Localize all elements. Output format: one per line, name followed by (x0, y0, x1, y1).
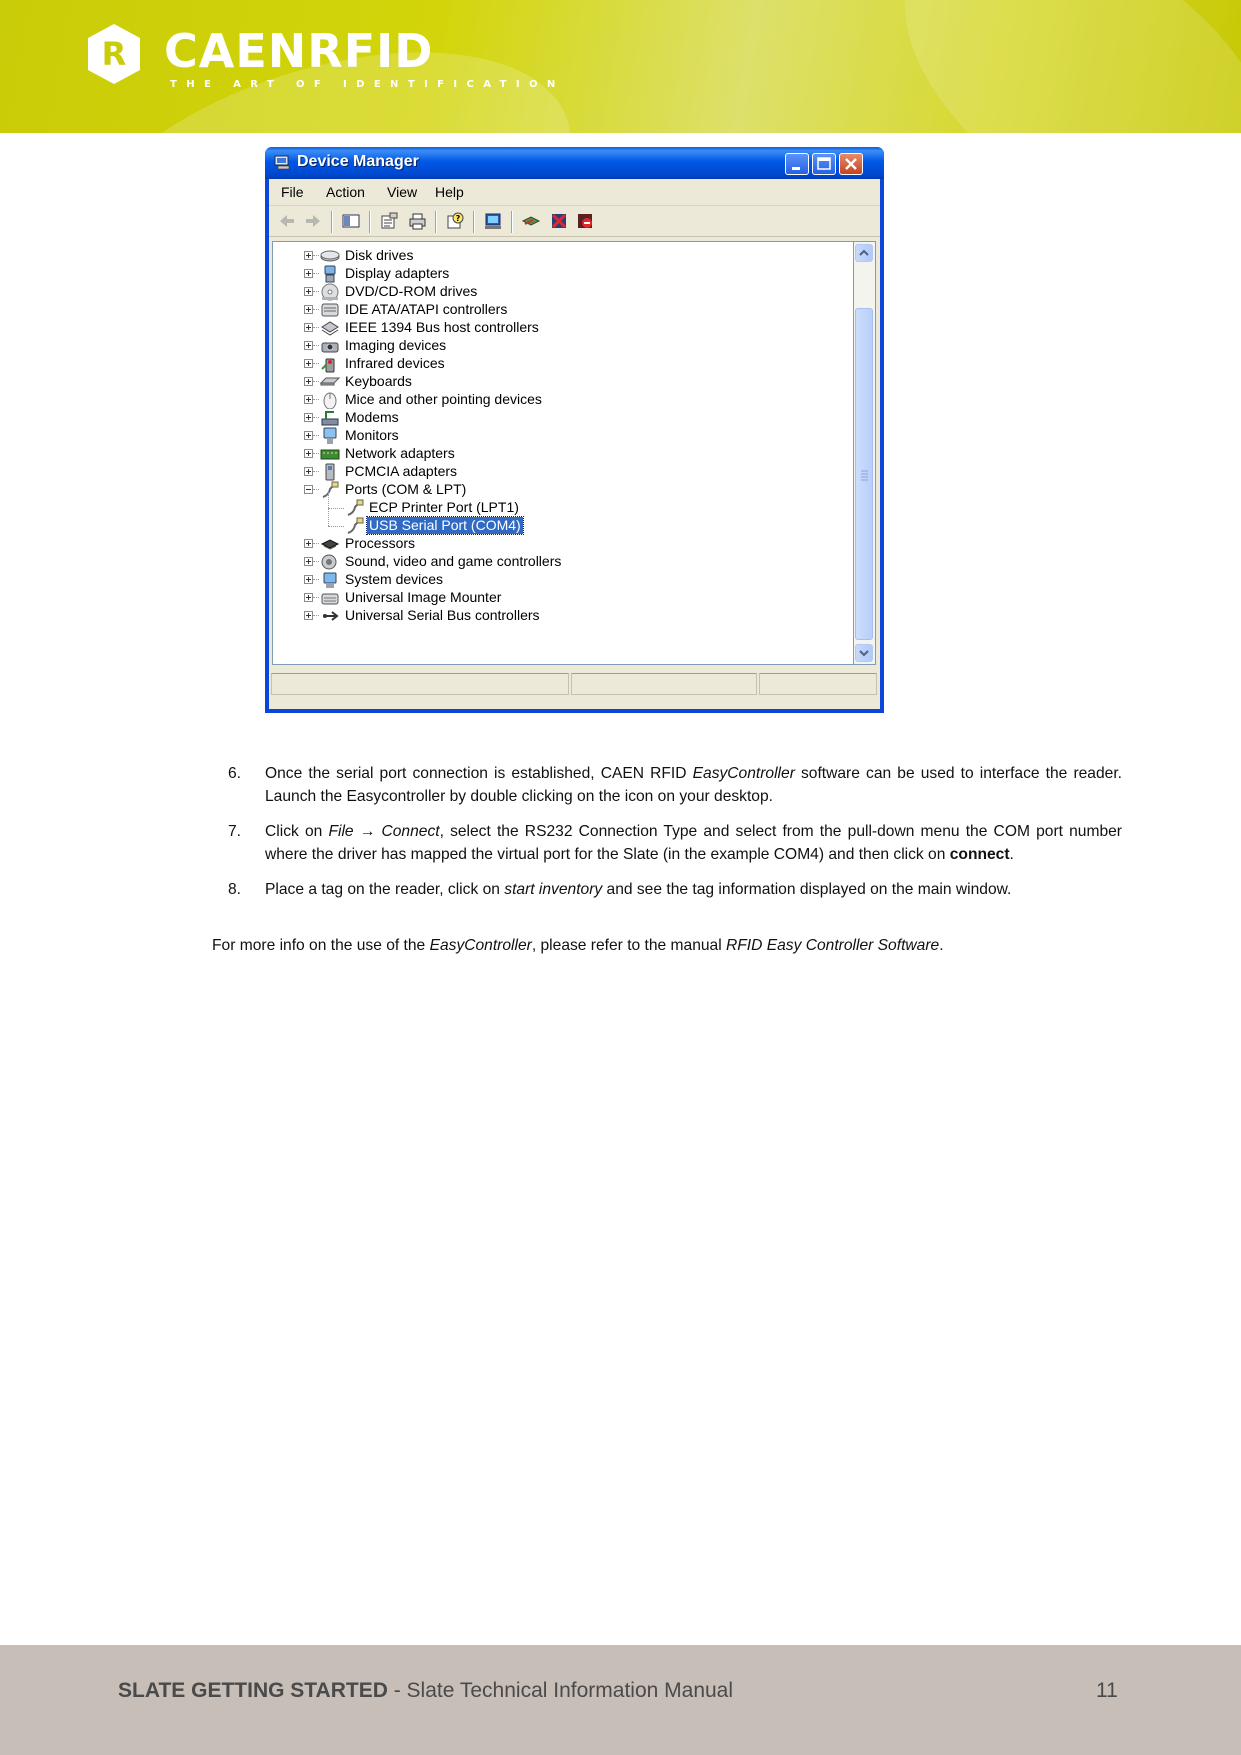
more-info-note (212, 934, 944, 957)
tree-item[interactable] (273, 246, 853, 266)
scroll-down-button[interactable] (855, 644, 873, 662)
text-run: connect (949, 846, 1010, 863)
expand-icon[interactable] (304, 449, 313, 458)
tree-item-label[interactable]: Modems (345, 409, 399, 425)
tree-item-label[interactable]: Network adapters (345, 445, 455, 461)
sound-icon (320, 553, 340, 571)
svg-text:?: ? (455, 214, 461, 223)
text-run: . (1009, 846, 1014, 863)
toolbar-separator (511, 211, 513, 233)
vertical-scrollbar[interactable] (854, 241, 876, 665)
grip-icon (856, 309, 872, 639)
disable-device-icon[interactable] (575, 212, 595, 230)
step-item (212, 878, 1122, 901)
tree-item-label[interactable]: Processors (345, 535, 416, 551)
collapse-icon[interactable] (304, 485, 313, 494)
expand-icon[interactable] (304, 269, 313, 278)
caenrfid-logo (86, 22, 565, 96)
ide-controller-icon (320, 301, 340, 319)
tree-item[interactable] (273, 282, 853, 302)
menu-help[interactable]: Help (435, 184, 464, 200)
tree-item[interactable] (273, 354, 853, 374)
menu-file[interactable]: File (281, 184, 304, 200)
tree-item-label[interactable]: USB Serial Port (COM4) (369, 517, 521, 533)
status-cell (271, 673, 569, 695)
tree-connector (313, 417, 319, 418)
logo-tagline: THE ART OF IDENTIFICATION (170, 79, 565, 90)
tree-connector (313, 291, 319, 292)
menu-bar (269, 179, 880, 206)
toolbar (269, 206, 880, 237)
toolbar-separator (435, 211, 437, 233)
tree-connector (313, 381, 319, 382)
close-button[interactable] (839, 153, 863, 175)
page-header (0, 0, 1241, 133)
svg-text:R: R (101, 35, 127, 73)
menu-view[interactable]: View (387, 184, 418, 200)
footer-title-rest: - Slate Technical Information Manual (387, 1679, 734, 1702)
scroll-up-button[interactable] (855, 244, 873, 262)
image-mounter-icon (320, 589, 340, 607)
title-bar[interactable] (265, 147, 884, 179)
page-footer (0, 1645, 1241, 1755)
step-item (212, 820, 1122, 866)
status-cell (759, 673, 877, 695)
minimize-button[interactable] (785, 153, 809, 175)
computer-icon (274, 155, 291, 170)
chevron-up-icon (856, 245, 872, 261)
expand-icon[interactable] (304, 467, 313, 476)
chevron-down-icon (856, 645, 872, 661)
toolbar-separator (369, 211, 371, 233)
keyboard-icon (320, 373, 340, 391)
tree-item[interactable] (273, 570, 853, 590)
expand-icon[interactable] (304, 413, 313, 422)
menu-action[interactable]: Action (326, 184, 365, 200)
close-icon (840, 154, 862, 174)
tree-item-label[interactable]: Infrared devices (345, 355, 445, 371)
tree-item[interactable] (273, 318, 853, 338)
minimize-icon (786, 154, 808, 174)
tree-connector (313, 489, 319, 490)
tree-connector (313, 543, 319, 544)
scan-hardware-icon[interactable] (483, 212, 503, 230)
tree-item[interactable] (273, 390, 853, 410)
uninstall-icon[interactable] (549, 212, 569, 230)
processor-icon (320, 535, 340, 553)
expand-icon[interactable] (304, 575, 313, 584)
tree-item[interactable] (273, 462, 853, 482)
tree-connector (313, 597, 319, 598)
tree-item-label[interactable]: Universal Image Mounter (345, 589, 502, 605)
expand-icon[interactable] (304, 593, 313, 602)
tree-item[interactable] (273, 444, 853, 464)
system-device-icon (320, 571, 340, 589)
update-driver-icon[interactable] (521, 212, 541, 230)
tree-connector (313, 615, 319, 616)
text-run: and see the tag information displayed on the main window. (602, 881, 1012, 898)
help-icon[interactable] (445, 212, 465, 230)
expand-icon[interactable] (304, 431, 313, 440)
text-run: . (939, 937, 944, 954)
tree-connector (313, 273, 319, 274)
tree-item-label[interactable]: IEEE 1394 Bus host controllers (345, 319, 539, 335)
tree-item-label[interactable]: IDE ATA/ATAPI controllers (345, 301, 508, 317)
tree-child-item[interactable] (273, 516, 853, 536)
instruction-steps (212, 762, 1122, 913)
logo-hexagon-icon (86, 22, 142, 86)
tree-item-label[interactable]: Display adapters (345, 265, 450, 281)
step-number: 7. (228, 823, 242, 840)
expand-icon[interactable] (304, 341, 313, 350)
expand-icon[interactable] (304, 395, 313, 404)
tree-item[interactable] (273, 606, 853, 626)
tree-connector (328, 492, 329, 526)
expand-icon[interactable] (304, 305, 313, 314)
tree-connector (313, 435, 319, 436)
tree-child-item[interactable] (273, 498, 853, 518)
tree-item[interactable] (273, 426, 853, 446)
tree-item[interactable] (273, 300, 853, 320)
toolbar-separator (331, 211, 333, 233)
forward-arrow-icon[interactable] (303, 212, 323, 230)
tree-item-label[interactable]: Imaging devices (345, 337, 447, 353)
tree-item[interactable] (273, 480, 853, 500)
tree-item-label[interactable]: System devices (345, 571, 444, 587)
tree-item-label[interactable]: Mice and other pointing devices (345, 391, 542, 407)
window-title: Device Manager (297, 153, 419, 170)
tree-item-label[interactable]: PCMCIA adapters (345, 463, 458, 479)
text-run: EasyController (692, 765, 795, 782)
tree-connector (313, 471, 319, 472)
text-run: , select the RS232 Connection Type and select from the pull-down menu the COM port number where the driver has mapped the virtual port for the Slate (in the example COM4) and then click on (265, 823, 1122, 863)
expand-icon[interactable] (304, 287, 313, 296)
expand-icon[interactable] (304, 359, 313, 368)
tree-item-label[interactable]: Monitors (345, 427, 399, 443)
text-run: Click on (265, 823, 329, 840)
toolbar-separator (473, 211, 475, 233)
step-number: 6. (228, 765, 242, 782)
maximize-button[interactable] (812, 153, 836, 175)
expand-icon[interactable] (304, 251, 313, 260)
header-swoosh (849, 0, 1241, 133)
port-icon (345, 499, 365, 517)
tree-item-label[interactable]: Keyboards (345, 373, 412, 389)
status-cell (571, 673, 757, 695)
tree-connector (313, 345, 319, 346)
mouse-icon (320, 391, 340, 409)
text-run: start inventory (504, 881, 603, 898)
pcmcia-icon (320, 463, 340, 481)
usb-icon (320, 607, 340, 625)
tree-connector (313, 561, 319, 562)
tree-connector (313, 453, 319, 454)
text-run: , please refer to the manual (531, 937, 727, 954)
device-manager-window (265, 147, 884, 713)
tree-connector (328, 526, 344, 527)
page-number: 11 (1096, 1679, 1118, 1702)
infrared-icon (320, 355, 340, 373)
tree-item-label[interactable]: Sound, video and game controllers (345, 553, 562, 569)
tree-connector (313, 579, 319, 580)
tree-connector (313, 363, 319, 364)
tree-item-label[interactable]: DVD/CD-ROM drives (345, 283, 478, 299)
display-adapter-icon (320, 265, 340, 283)
network-adapter-icon (320, 445, 340, 463)
camera-icon (320, 337, 340, 355)
tree-item[interactable] (273, 588, 853, 608)
tree-item[interactable] (273, 552, 853, 572)
tree-connector (313, 327, 319, 328)
tree-connector (328, 508, 344, 509)
tree-item[interactable] (273, 408, 853, 428)
monitor-icon (320, 427, 340, 445)
tree-item-label[interactable]: Universal Serial Bus controllers (345, 607, 540, 623)
tree-connector (313, 399, 319, 400)
text-run: For more info on the use of the (212, 937, 430, 954)
tree-item-label[interactable]: ECP Printer Port (LPT1) (369, 499, 519, 515)
tree-item[interactable] (273, 264, 853, 284)
dvd-drive-icon (320, 283, 340, 301)
expand-icon[interactable] (304, 323, 313, 332)
printer-icon[interactable] (407, 212, 427, 230)
ieee1394-icon (320, 319, 340, 337)
text-run: software can be used to interface the reader. Launch the Easycontroller by double clicking on the icon on your desktop. (265, 765, 1122, 805)
window-client-area (269, 179, 880, 709)
port-icon (345, 517, 365, 535)
tree-connector (313, 309, 319, 310)
tree-item[interactable] (273, 372, 853, 392)
properties-icon[interactable] (379, 212, 399, 230)
status-bar (269, 669, 880, 709)
back-arrow-icon[interactable] (277, 212, 297, 230)
tree-item[interactable] (273, 534, 853, 554)
disk-drive-icon (320, 247, 340, 265)
show-hide-tree-icon[interactable] (341, 212, 361, 230)
expand-icon[interactable] (304, 611, 313, 620)
maximize-icon (813, 154, 835, 174)
expand-icon[interactable] (304, 539, 313, 548)
expand-icon[interactable] (304, 377, 313, 386)
tree-connector (313, 255, 319, 256)
logo-wordmark: CAENRFID (164, 24, 434, 78)
tree-item-label[interactable]: Disk drives (345, 247, 414, 263)
footer-title-bold: SLATE GETTING STARTED (118, 1679, 388, 1702)
text-run: EasyController (429, 937, 532, 954)
step-item (212, 762, 1122, 808)
tree-item[interactable] (273, 336, 853, 356)
step-number: 8. (228, 881, 242, 898)
expand-icon[interactable] (304, 557, 313, 566)
text-run: RFID Easy Controller Software (726, 937, 940, 954)
port-icon (320, 481, 340, 499)
footer-title (118, 1679, 733, 1703)
tree-item-label[interactable]: Ports (COM & LPT) (345, 481, 467, 497)
scroll-thumb[interactable] (855, 308, 873, 640)
text-run: Once the serial port connection is established, CAEN RFID (265, 765, 693, 782)
text-run: Place a tag on the reader, click on (265, 881, 505, 898)
text-run: File → Connect (328, 823, 440, 840)
device-tree (272, 241, 854, 665)
modem-icon (320, 409, 340, 427)
